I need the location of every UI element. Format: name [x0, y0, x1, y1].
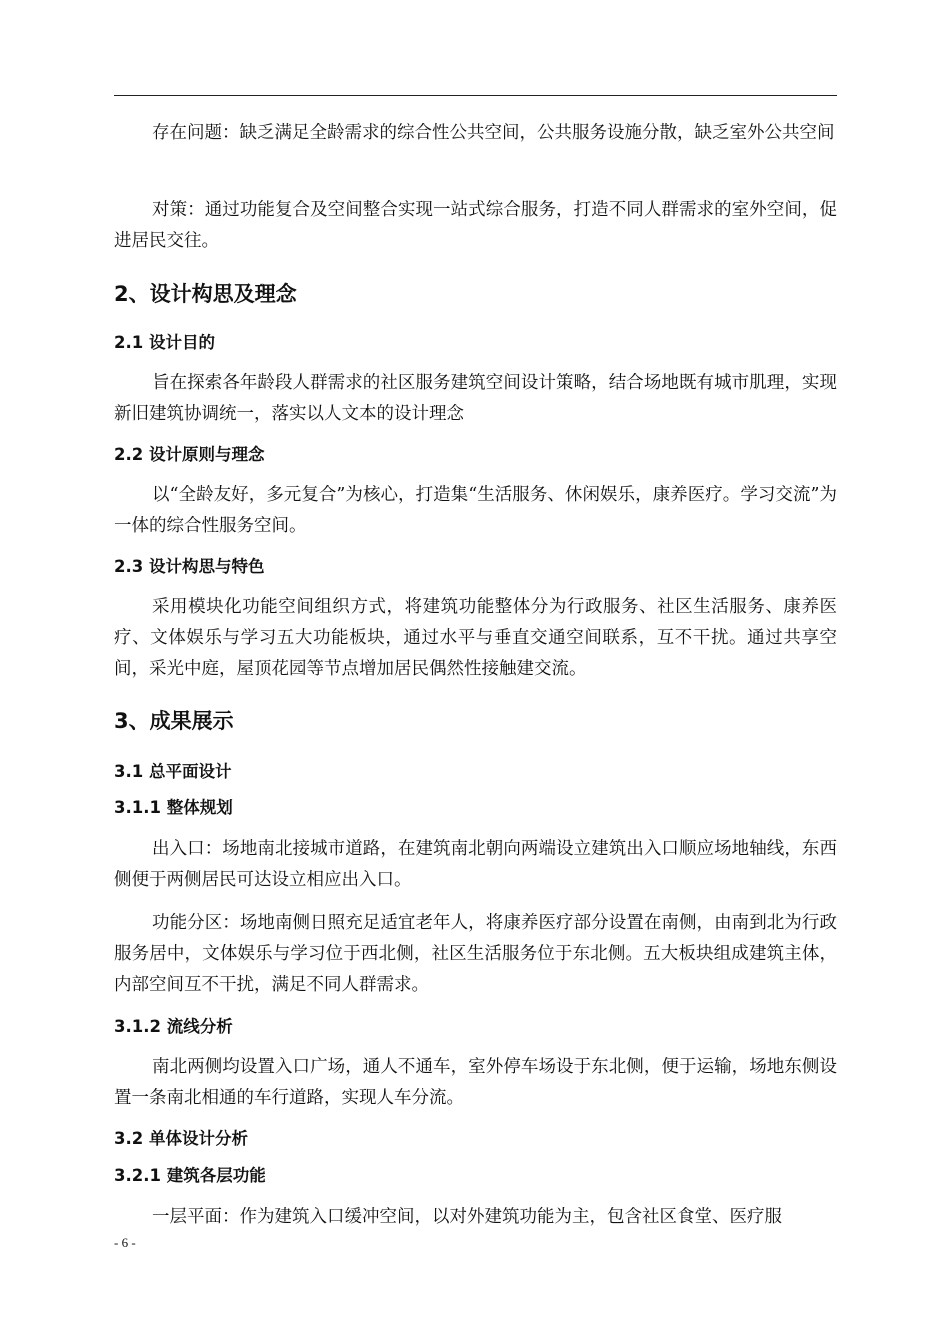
- page-number: - 6 -: [114, 1235, 136, 1250]
- subsection-heading-3-1-1: 3.1.1 整体规划: [114, 798, 233, 817]
- subsection-heading-3-2-1: 3.2.1 建筑各层功能: [114, 1166, 266, 1185]
- subsection-heading-2-3: 2.3 设计构思与特色: [114, 557, 265, 576]
- paragraph-entrances: 出入口：场地南北接城市道路，在建筑南北朝向两端设立建筑出入口顺应场地轴线，东西侧便于两侧居民可达设立相应出入口。: [114, 839, 837, 890]
- paragraph-design-principles: 以“全龄友好，多元复合”为核心，打造集“生活服务、休闲娱乐，康养医疗。学习交流”为一体的综合性服务空间。: [114, 485, 837, 536]
- header-rule: [114, 95, 837, 96]
- paragraph-circulation: 南北两侧均设置入口广场，通人不通车，室外停车场设于东北侧，便于运输，场地东侧设置一条南北相通的车行道路，实现人车分流。: [114, 1057, 837, 1108]
- paragraph-problems: 存在问题：缺乏满足全龄需求的综合性公共空间，公共服务设施分散，缺乏室外公共空间: [152, 123, 835, 143]
- subsection-heading-2-2: 2.2 设计原则与理念: [114, 445, 265, 464]
- section-heading-3: 3、成果展示: [114, 709, 234, 733]
- subsection-heading-3-1: 3.1 总平面设计: [114, 762, 232, 781]
- paragraph-design-purpose: 旨在探索各年龄段人群需求的社区服务建筑空间设计策略，结合场地既有城市肌理，实现新旧建筑协调统一，落实以人文本的设计理念: [114, 373, 837, 424]
- paragraph-first-floor: 一层平面：作为建筑入口缓冲空间，以对外建筑功能为主，包含社区食堂、医疗服: [152, 1207, 782, 1227]
- subsection-heading-3-1-2: 3.1.2 流线分析: [114, 1017, 233, 1036]
- paragraph-design-concept: 采用模块化功能空间组织方式，将建筑功能整体分为行政服务、社区生活服务、康养医疗、文体娱乐与学习五大功能板块，通过水平与垂直交通空间联系，互不干扰。通过共享空间，采光中庭，屋顶花园等节点增加居民偶然性接触建交流。: [114, 597, 837, 679]
- subsection-heading-3-2: 3.2 单体设计分析: [114, 1129, 248, 1148]
- paragraph-strategy: 对策：通过功能复合及空间整合实现一站式综合服务，打造不同人群需求的室外空间，促进居民交往。: [114, 200, 837, 251]
- subsection-heading-2-1: 2.1 设计目的: [114, 333, 215, 352]
- section-heading-2: 2、设计构思及理念: [114, 282, 297, 306]
- paragraph-zoning: 功能分区：场地南侧日照充足适宜老年人，将康养医疗部分设置在南侧，由南到北为行政服务居中，文体娱乐与学习位于西北侧，社区生活服务位于东北侧。五大板块组成建筑主体，内部空间互不干扰，满足不同人群需求。: [114, 913, 837, 995]
